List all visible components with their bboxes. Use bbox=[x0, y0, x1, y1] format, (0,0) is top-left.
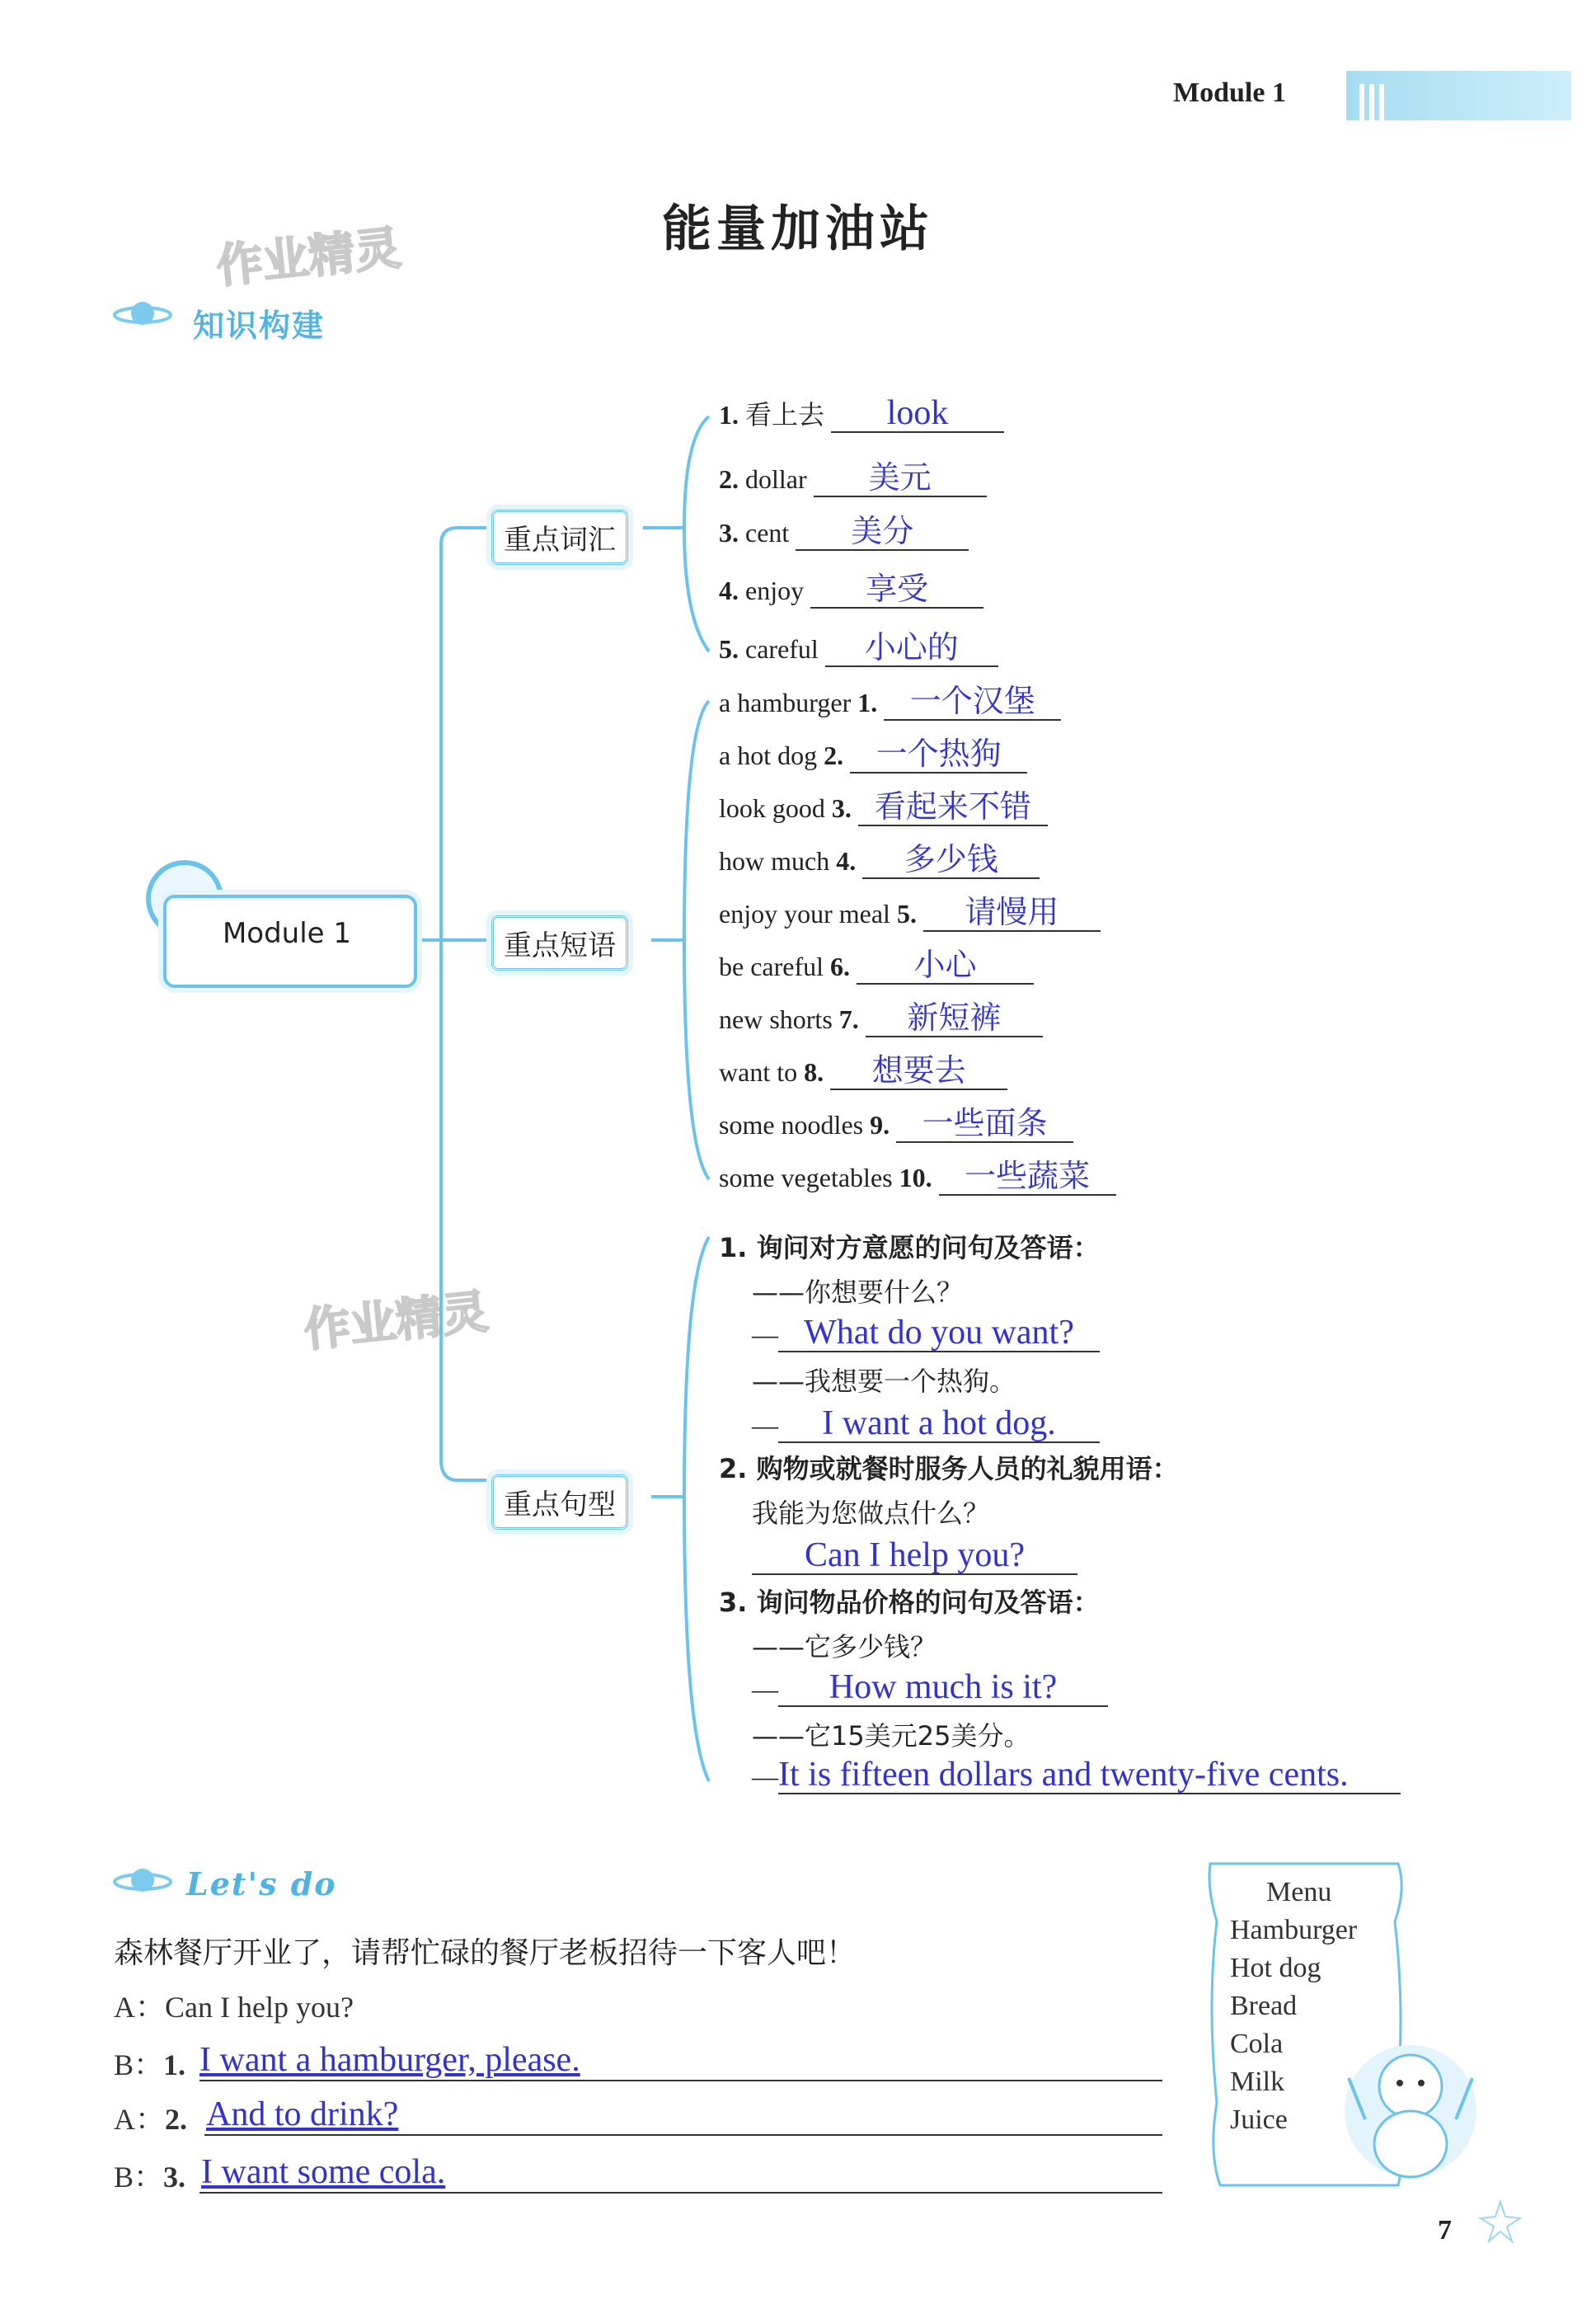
sentence-answer: Can I help you? bbox=[752, 1537, 1077, 1575]
planet-icon bbox=[112, 1865, 173, 1897]
menu-item: Hamburger bbox=[1230, 1915, 1358, 1945]
item-number: 5. bbox=[719, 634, 739, 664]
section-title-knowledge: 知识构建 bbox=[193, 308, 326, 344]
item-number: 3. bbox=[719, 518, 739, 548]
branch-vocab: 重点词汇 bbox=[491, 510, 628, 565]
item-prompt: dollar bbox=[745, 464, 807, 494]
chef-mascot-icon bbox=[1340, 2029, 1481, 2194]
sentence-chinese: ——它多少钱？ bbox=[752, 1631, 937, 1662]
phrase-item bbox=[719, 894, 1101, 932]
phrase-item bbox=[719, 683, 1061, 721]
menu-title: Menu bbox=[1266, 1877, 1332, 1907]
sentence-answer-row bbox=[752, 1537, 1077, 1575]
phrase-item bbox=[719, 788, 1048, 826]
phrase-item bbox=[719, 1052, 1007, 1090]
item-number: 6. bbox=[830, 952, 851, 981]
item-prompt: careful bbox=[745, 634, 819, 664]
dash: — bbox=[752, 1410, 778, 1440]
speaker: B： bbox=[114, 2161, 164, 2194]
item-answer: 新短裤 bbox=[866, 999, 1043, 1037]
item-answer: 享受 bbox=[810, 571, 983, 609]
item-answer: 美元 bbox=[814, 459, 987, 497]
dash: — bbox=[752, 1761, 778, 1791]
branch-phrases: 重点短语 bbox=[491, 915, 628, 971]
item-answer: 一个汉堡 bbox=[884, 683, 1061, 721]
vocab-item bbox=[719, 629, 998, 667]
answer-line bbox=[200, 2192, 1162, 2194]
branch-sentences: 重点句型 bbox=[491, 1474, 628, 1530]
menu-item: Hot dog bbox=[1230, 1953, 1321, 1983]
sentence-group-heading: 1. 询问对方意愿的问句及答语： bbox=[719, 1232, 1100, 1263]
item-number: 2. bbox=[719, 464, 739, 494]
item-number: 8. bbox=[804, 1057, 824, 1087]
speaker: A： bbox=[114, 2103, 165, 2136]
letsdo-instruction: 森林餐厅开业了，请帮忙碌的餐厅老板招待一下客人吧！ bbox=[114, 1936, 857, 1970]
watermark: 作业精灵 bbox=[214, 221, 404, 294]
vocab-item bbox=[719, 513, 969, 551]
item-prompt: look good bbox=[719, 793, 825, 823]
page-number: 7 bbox=[1438, 2215, 1452, 2245]
item-number: 9. bbox=[870, 1110, 890, 1140]
vocab-item bbox=[719, 459, 987, 497]
item-number: 5. bbox=[896, 899, 917, 929]
item-answer: 一些面条 bbox=[896, 1105, 1073, 1143]
sentence-chinese: ——你想要什么？ bbox=[752, 1277, 964, 1308]
dialog-answer: And to drink? bbox=[206, 2095, 399, 2133]
item-number: 10. bbox=[899, 1163, 932, 1192]
item-number: 2. bbox=[824, 741, 844, 770]
item-number: 4. bbox=[836, 846, 857, 876]
item-number: 1. bbox=[719, 400, 739, 430]
sentence-group-heading: 3. 询问物品价格的问句及答语： bbox=[719, 1587, 1100, 1618]
dialog-line-1 bbox=[114, 1984, 354, 2026]
item-answer: 美分 bbox=[796, 513, 969, 551]
speaker: B： bbox=[114, 2048, 164, 2081]
sentence-answer-row bbox=[752, 1669, 1108, 1707]
module-header-label: Module 1 bbox=[1173, 78, 1286, 108]
item-answer: 一个热狗 bbox=[850, 736, 1027, 774]
item-answer: 小心的 bbox=[825, 629, 998, 667]
item-answer: 一些蔬菜 bbox=[939, 1158, 1116, 1196]
item-prompt: a hot dog bbox=[719, 741, 818, 770]
sentence-chinese: ——它15美元25美分。 bbox=[752, 1720, 1030, 1752]
center-node-label: Module 1 bbox=[222, 917, 352, 950]
item-prompt: enjoy bbox=[745, 576, 805, 605]
item-prompt: some vegetables bbox=[719, 1163, 893, 1192]
phrase-item bbox=[719, 1105, 1073, 1143]
menu-item: Juice bbox=[1230, 2104, 1288, 2135]
item-answer: look bbox=[831, 395, 1004, 433]
dialog-answer: I want a hamburger, please. bbox=[200, 2041, 580, 2079]
menu-item: Bread bbox=[1230, 1991, 1298, 2021]
dialog-line-3 bbox=[114, 2096, 187, 2138]
item-number: 1. bbox=[163, 2048, 186, 2081]
item-answer: 想要去 bbox=[830, 1052, 1007, 1090]
item-number: 1. bbox=[857, 688, 878, 717]
watermark: 作业精灵 bbox=[301, 1285, 491, 1358]
item-prompt: some noodles bbox=[719, 1110, 864, 1140]
phrase-item bbox=[719, 999, 1043, 1037]
item-number: 4. bbox=[719, 576, 739, 605]
sentence-answer-row bbox=[752, 1756, 1401, 1794]
item-answer: 小心 bbox=[857, 947, 1034, 985]
dash: — bbox=[752, 1674, 778, 1704]
sentence-chinese: ——我想要一个热狗。 bbox=[752, 1366, 1016, 1397]
dialog-line-4 bbox=[114, 2154, 185, 2196]
item-number: 7. bbox=[838, 1004, 859, 1034]
dialog-text: Can I help you? bbox=[165, 1991, 354, 2024]
item-prompt: a hamburger bbox=[719, 688, 852, 717]
item-answer: 多少钱 bbox=[862, 841, 1040, 879]
phrase-item bbox=[719, 1158, 1116, 1196]
answer-line bbox=[200, 2080, 1162, 2081]
item-number: 3. bbox=[163, 2161, 186, 2194]
sentence-answer-row bbox=[752, 1314, 1100, 1352]
phrase-item bbox=[719, 947, 1034, 985]
phrase-item bbox=[719, 736, 1027, 774]
vocab-item bbox=[719, 571, 983, 609]
item-prompt: be careful bbox=[719, 952, 824, 981]
answer-line bbox=[204, 2134, 1162, 2136]
dialog-line-2 bbox=[114, 2042, 185, 2084]
menu-item: Milk bbox=[1230, 2067, 1285, 2097]
section-title-letsdo: Let's do bbox=[186, 1865, 337, 1902]
item-prompt: cent bbox=[745, 518, 790, 548]
speaker: A： bbox=[114, 1991, 165, 2024]
vocab-item bbox=[719, 394, 1004, 433]
sentence-answer: It is fifteen dollars and twenty-five cents. bbox=[778, 1756, 1401, 1794]
page-title: 能量加油站 bbox=[662, 200, 934, 258]
sentence-answer-row bbox=[752, 1405, 1100, 1443]
item-prompt: want to bbox=[719, 1057, 798, 1087]
sentence-answer: How much is it? bbox=[778, 1669, 1108, 1707]
sentence-group-heading: 2. 购物或就餐时服务人员的礼貌用语： bbox=[719, 1453, 1179, 1484]
item-answer: 看起来不错 bbox=[858, 788, 1048, 826]
sentence-answer: I want a hot dog. bbox=[778, 1405, 1100, 1443]
item-number: 3. bbox=[831, 793, 852, 823]
item-prompt: new shorts bbox=[719, 1004, 833, 1034]
menu-item: Cola bbox=[1230, 2029, 1284, 2059]
sentence-chinese: 我能为您做点什么？ bbox=[752, 1498, 990, 1529]
phrase-item bbox=[719, 841, 1040, 879]
item-number: 2. bbox=[165, 2103, 187, 2136]
item-prompt: how much bbox=[719, 846, 830, 876]
item-answer: 请慢用 bbox=[923, 894, 1101, 932]
item-prompt: 看上去 bbox=[745, 399, 825, 430]
dialog-answer: I want some cola. bbox=[201, 2153, 446, 2191]
item-prompt: enjoy your meal bbox=[719, 899, 890, 929]
decorative-star-icon bbox=[1467, 2194, 1533, 2243]
dash: — bbox=[752, 1319, 778, 1349]
sentence-answer: What do you want? bbox=[778, 1314, 1100, 1352]
